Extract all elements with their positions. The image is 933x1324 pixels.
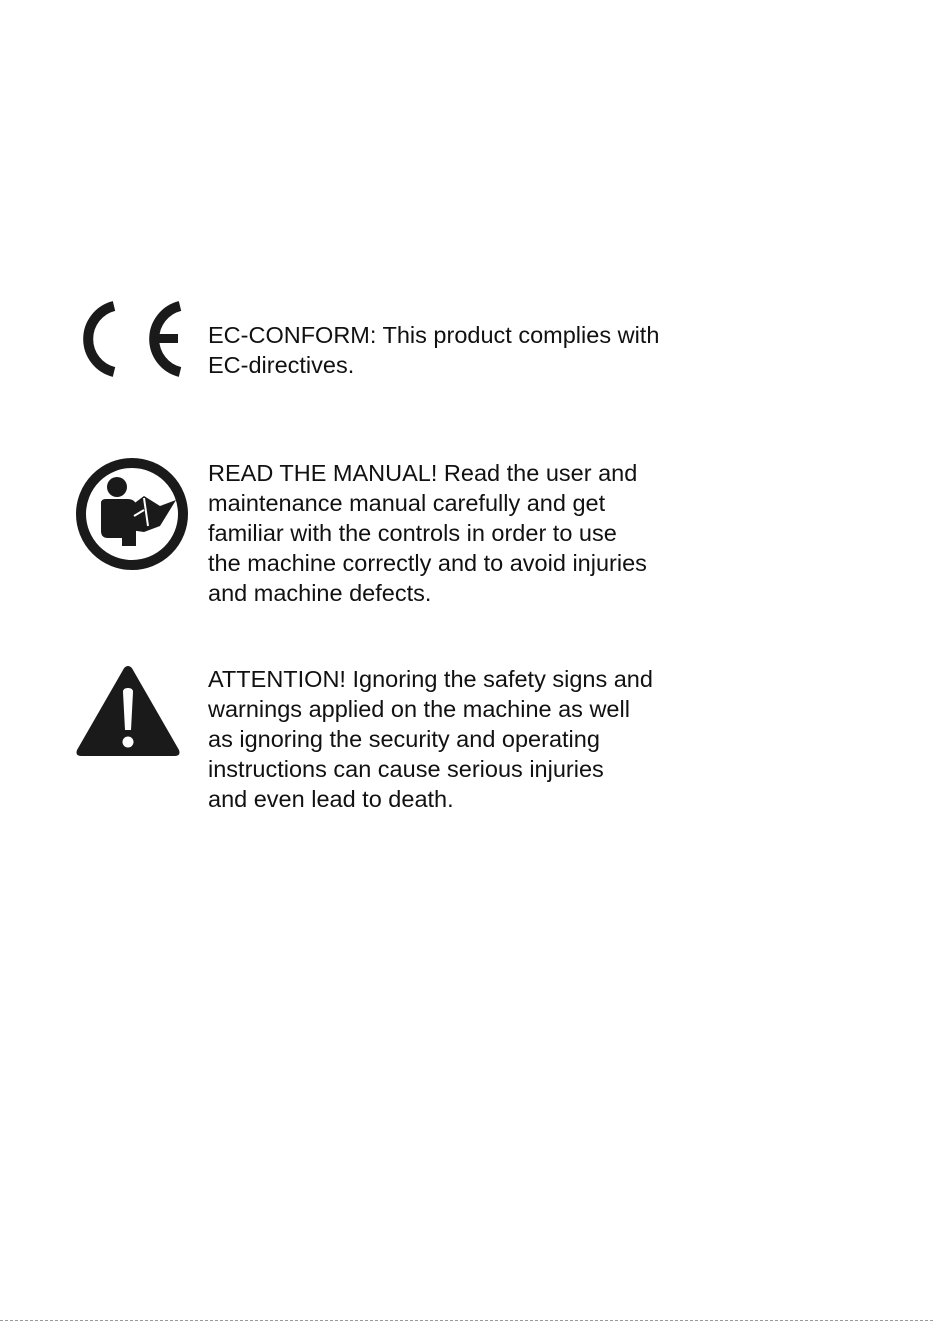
attention-text xyxy=(208,664,708,814)
page-edge-divider xyxy=(0,1320,933,1321)
text-line: the machine correctly and to avoid injuries xyxy=(208,550,647,576)
warning-triangle-icon xyxy=(73,662,183,758)
text-line: and even lead to death. xyxy=(208,786,454,812)
read-manual-icon xyxy=(74,456,190,572)
read-manual-text xyxy=(208,458,708,608)
ce-mark-icon xyxy=(74,300,182,378)
text-line: instructions can cause serious injuries xyxy=(208,756,604,782)
text-line: EC-directives. xyxy=(208,352,355,378)
text-line: as ignoring the security and operating xyxy=(208,726,600,752)
text-line: EC-CONFORM: This product complies with xyxy=(208,322,660,348)
text-line: warnings applied on the machine as well xyxy=(208,696,630,722)
text-line: maintenance manual carefully and get xyxy=(208,490,606,516)
text-line: READ THE MANUAL! Read the user and xyxy=(208,460,638,486)
text-line: familiar with the controls in order to use xyxy=(208,520,617,546)
text-line: and machine defects. xyxy=(208,580,432,606)
text-line: ATTENTION! Ignoring the safety signs and xyxy=(208,666,653,692)
ce-conformity-text xyxy=(208,320,708,380)
